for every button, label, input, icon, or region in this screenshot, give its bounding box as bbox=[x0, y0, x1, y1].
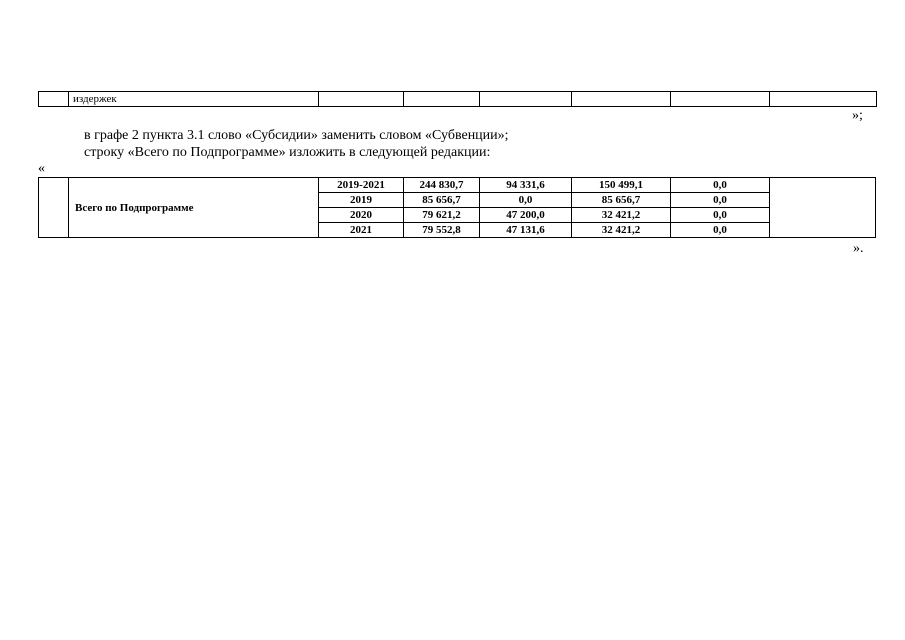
value-cell: 0,0 bbox=[671, 178, 770, 193]
table-top bbox=[38, 91, 877, 107]
paragraph: строку «Всего по Подпрограмме» изложить в следующей редакции: bbox=[84, 145, 491, 160]
table-cell bbox=[671, 92, 770, 107]
opening-quote: « bbox=[38, 161, 45, 176]
table-cell bbox=[480, 92, 572, 107]
value-cell: 0,0 bbox=[671, 208, 770, 223]
value-cell: 32 421,2 bbox=[572, 208, 671, 223]
value-cell: 79 621,2 bbox=[404, 208, 480, 223]
value-cell: 85 656,7 bbox=[572, 193, 671, 208]
row-label-cell: Всего по Подпрограмме bbox=[69, 178, 319, 238]
table-cell bbox=[770, 92, 877, 107]
table-cell bbox=[572, 92, 671, 107]
value-cell: 94 331,6 bbox=[480, 178, 572, 193]
paragraph: в графе 2 пункта 3.1 слово «Субсидии» заменить словом «Субвенции»; bbox=[84, 128, 509, 143]
table-cell bbox=[39, 92, 69, 107]
value-cell: 79 552,8 bbox=[404, 223, 480, 238]
table-total bbox=[38, 177, 770, 238]
table-cell bbox=[319, 92, 404, 107]
value-cell: 0,0 bbox=[480, 193, 572, 208]
table-row bbox=[39, 92, 877, 107]
closing-quote: ». bbox=[853, 241, 864, 256]
value-cell: 0,0 bbox=[671, 193, 770, 208]
closing-quote: »; bbox=[852, 108, 863, 123]
value-cell: 32 421,2 bbox=[572, 223, 671, 238]
table-cell bbox=[404, 92, 480, 107]
year-cell: 2019 bbox=[319, 193, 404, 208]
table-row bbox=[39, 178, 770, 193]
table-cell bbox=[39, 178, 69, 238]
value-cell: 0,0 bbox=[671, 223, 770, 238]
table-cell bbox=[770, 177, 876, 238]
value-cell: 244 830,7 bbox=[404, 178, 480, 193]
value-cell: 47 200,0 bbox=[480, 208, 572, 223]
year-cell: 2021 bbox=[319, 223, 404, 238]
value-cell: 85 656,7 bbox=[404, 193, 480, 208]
row-label-cell: издержек bbox=[69, 92, 319, 107]
value-cell: 47 131,6 bbox=[480, 223, 572, 238]
value-cell: 150 499,1 bbox=[572, 178, 671, 193]
year-cell: 2020 bbox=[319, 208, 404, 223]
year-cell: 2019-2021 bbox=[319, 178, 404, 193]
